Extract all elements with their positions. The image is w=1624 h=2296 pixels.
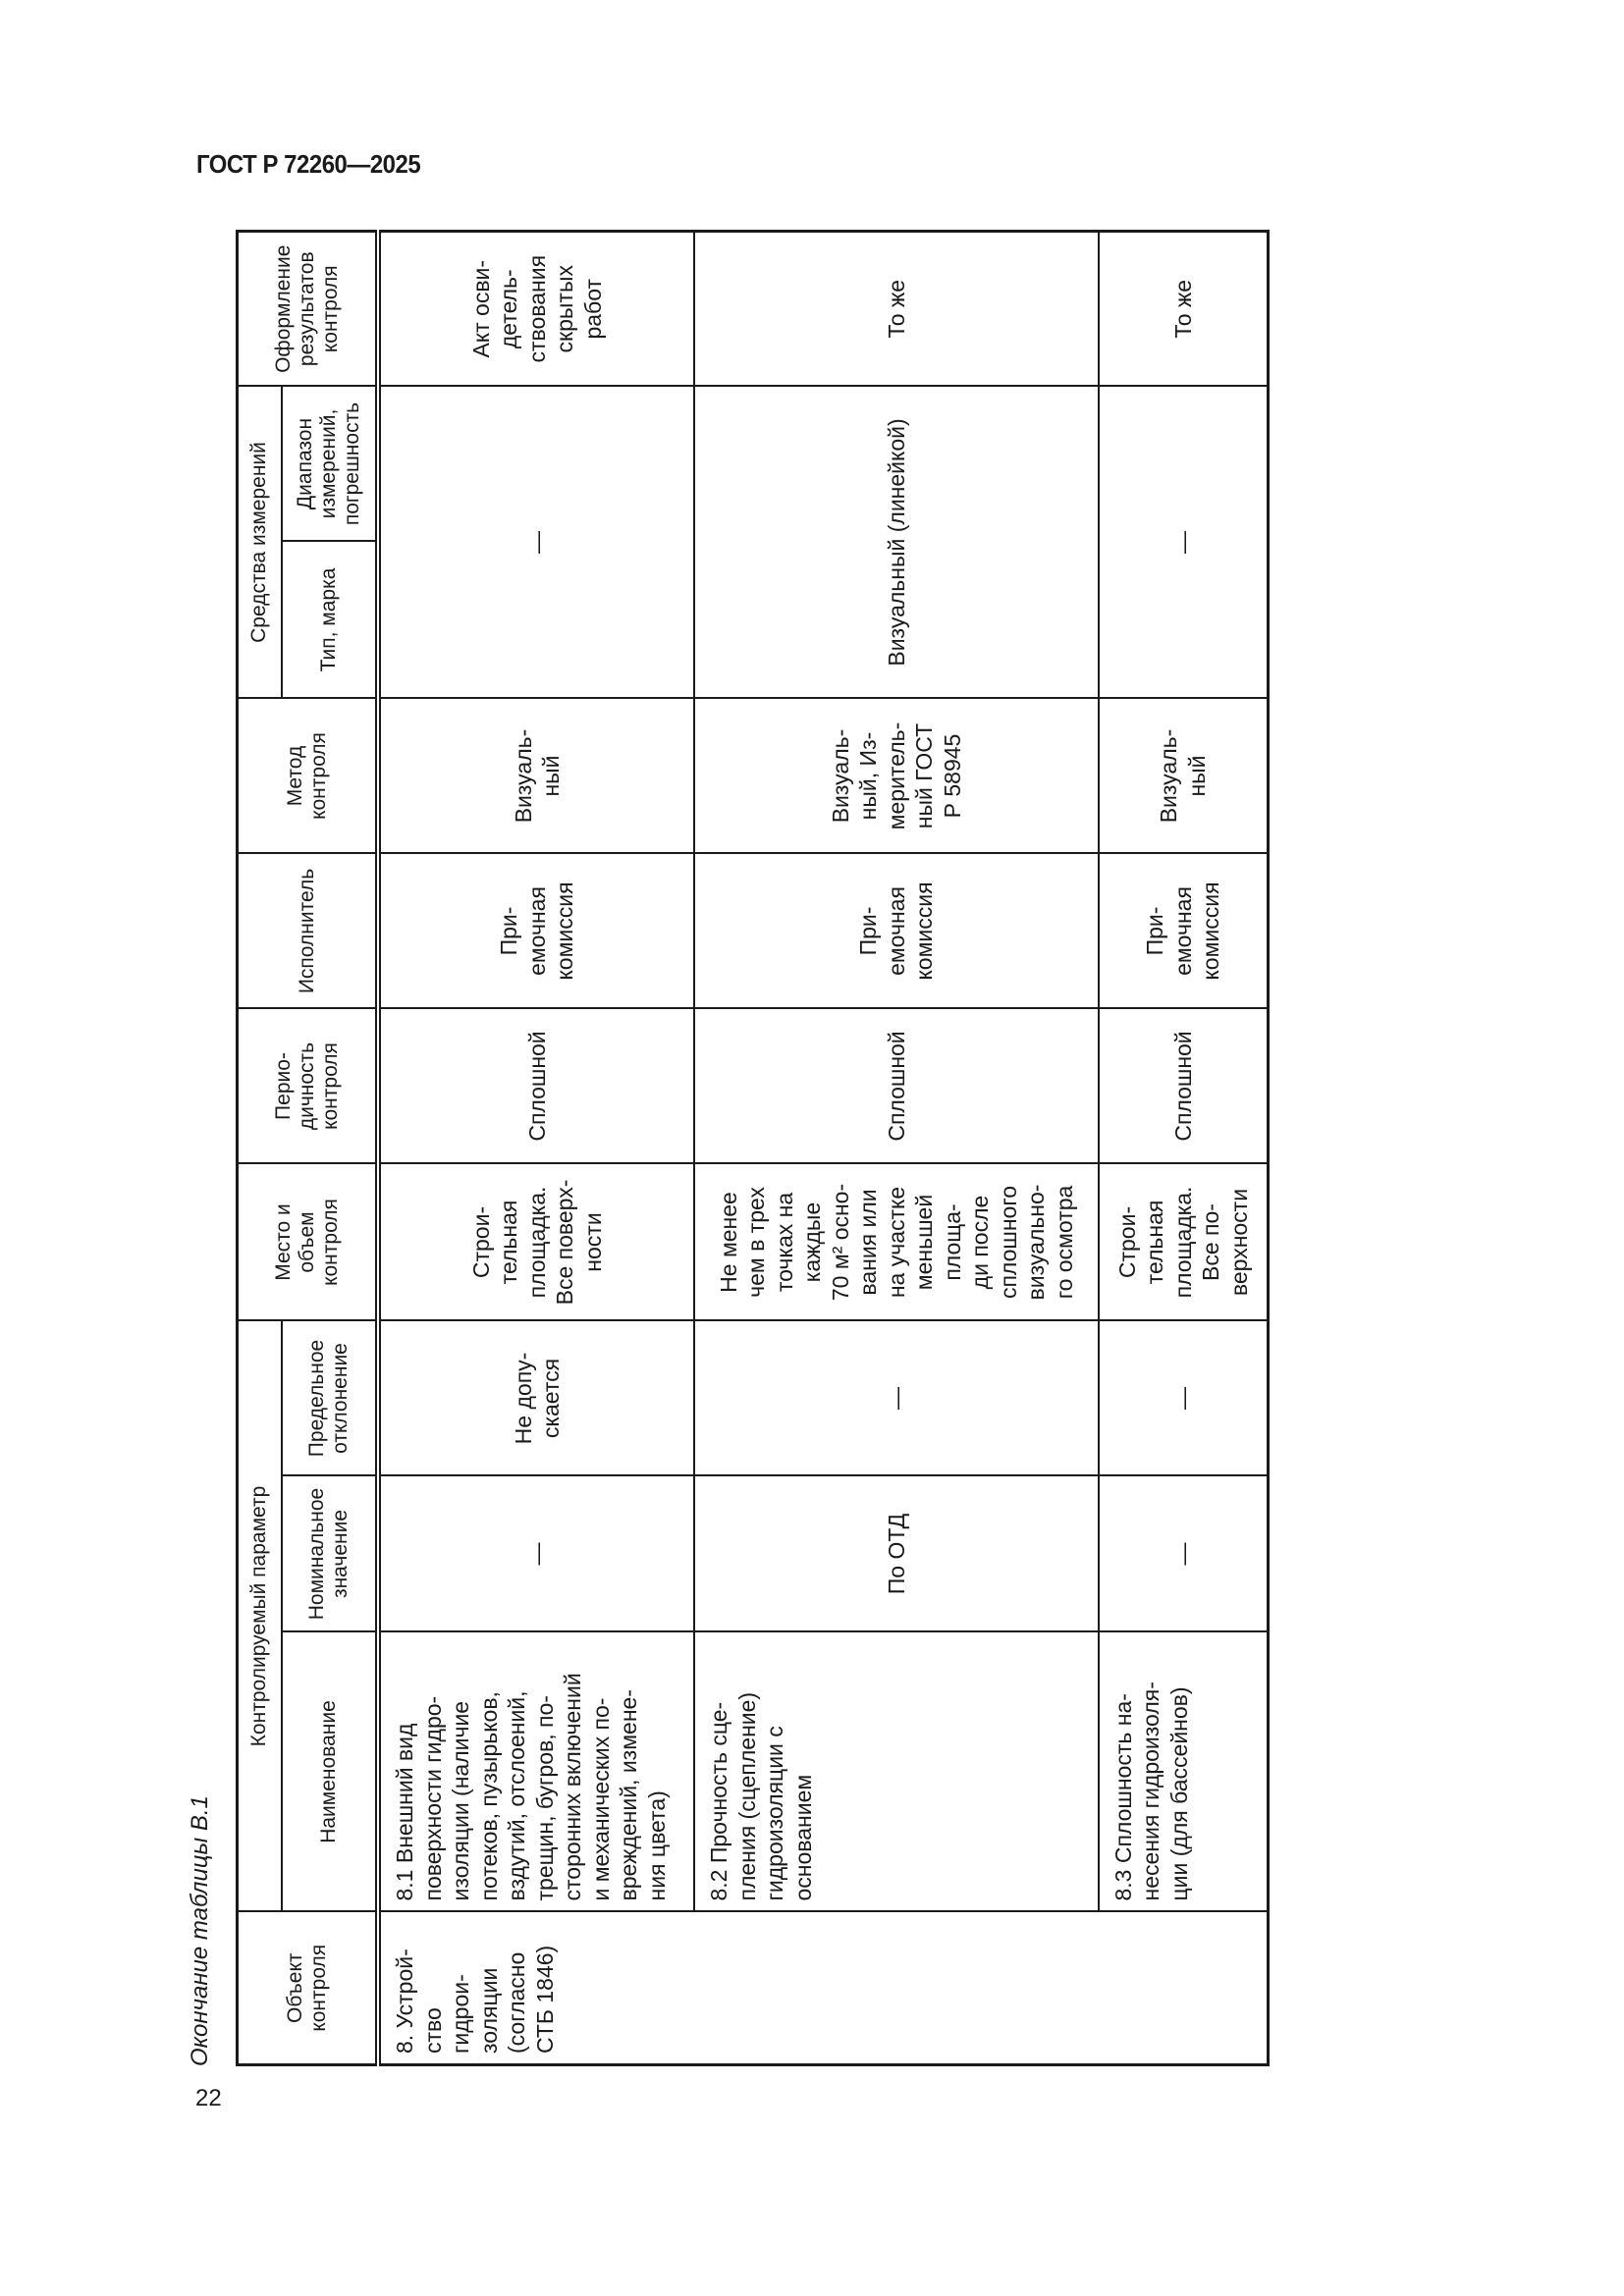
header-row-group: [238, 231, 282, 2064]
header-result: Оформление результатов контроля: [238, 231, 379, 386]
cell-object: 8. Устрой- ство гидрои- золяции (согласно СТБ 1846): [378, 1912, 1268, 2065]
control-table: [236, 230, 1270, 2066]
cell-nominal: —: [378, 1476, 694, 1632]
cell-result: То же: [694, 231, 1099, 386]
cell-executor: При- емочная комиссия: [1099, 854, 1269, 1009]
cell-deviation: Не допу- скается: [378, 1321, 694, 1476]
header-periodicity: Перио- дичность контроля: [238, 1009, 379, 1164]
header-param-deviation: Предельное отклонение: [282, 1321, 378, 1476]
document-title: ГОСТ Р 72260—2025: [196, 149, 421, 179]
cell-means: Визуальный (линейкой): [694, 386, 1099, 698]
header-method: Метод контроля: [238, 699, 379, 854]
table-row: [378, 231, 694, 2064]
cell-result: Акт осви- детель- ствования скрытых работ: [378, 231, 694, 386]
page-number: 22: [195, 2085, 222, 2111]
table-caption: Окончание таблицы В.1: [187, 1795, 213, 2066]
header-param-group: Контролируемый параметр: [238, 1321, 282, 1912]
cell-executor: При- емочная комиссия: [378, 854, 694, 1009]
cell-place: Строи- тельная площадка. Все по- верхности: [1099, 1164, 1269, 1321]
rotated-table-container: [187, 233, 1270, 2066]
cell-method: Визуаль- ный: [1099, 699, 1269, 854]
header-param-name: Наименование: [282, 1632, 378, 1912]
cell-deviation: —: [694, 1321, 1099, 1476]
cell-nominal: —: [1099, 1476, 1269, 1632]
cell-executor: При- емочная комиссия: [694, 854, 1099, 1009]
cell-result: То же: [1099, 231, 1269, 386]
cell-means: —: [1099, 386, 1269, 698]
cell-name: 8.1 Внешний вид поверхности гидро- изоляции (наличие потеков, пузырьков, вздутий, отслоений, трещин, бугров, по- сторонних включений и механических по- вреждений, измене- ния цвета): [378, 1632, 694, 1912]
cell-periodicity: Сплошной: [378, 1009, 694, 1164]
header-means-group: Средства измерений: [238, 386, 282, 698]
cell-name: 8.2 Прочность сце- пления (сцепление) гидроизоляции с основанием: [694, 1632, 1099, 1912]
cell-place: Не менее чем в трех точках на каждые 70 м² осно- вания или на участке меньшей площа- ди после сплошного визуально- го осмотра: [694, 1164, 1099, 1321]
cell-deviation: —: [1099, 1321, 1269, 1476]
cell-periodicity: Сплошной: [1099, 1009, 1269, 1164]
cell-place: Строи- тельная площадка. Все поверх- ности: [378, 1164, 694, 1321]
header-param-nominal: Номинальное значение: [282, 1476, 378, 1632]
table-row: [1099, 231, 1269, 2064]
cell-method: Визуаль- ный: [378, 699, 694, 854]
header-place: Место и объем контроля: [238, 1164, 379, 1321]
header-means-range: Диапазон измерений, погрешность: [282, 386, 378, 541]
cell-nominal: По ОТД: [694, 1476, 1099, 1632]
cell-method: Визуаль- ный, Из- меритель- ный ГОСТ Р 58945: [694, 699, 1099, 854]
cell-means: —: [378, 386, 694, 698]
table-row: [694, 231, 1099, 2064]
header-object: Объект контроля: [238, 1912, 379, 2065]
cell-periodicity: Сплошной: [694, 1009, 1099, 1164]
header-means-type: Тип, марка: [282, 542, 378, 699]
cell-name: 8.3 Сплошность на- несения гидроизоля- ции (для бассейнов): [1099, 1632, 1269, 1912]
header-executor: Исполнитель: [238, 854, 379, 1009]
